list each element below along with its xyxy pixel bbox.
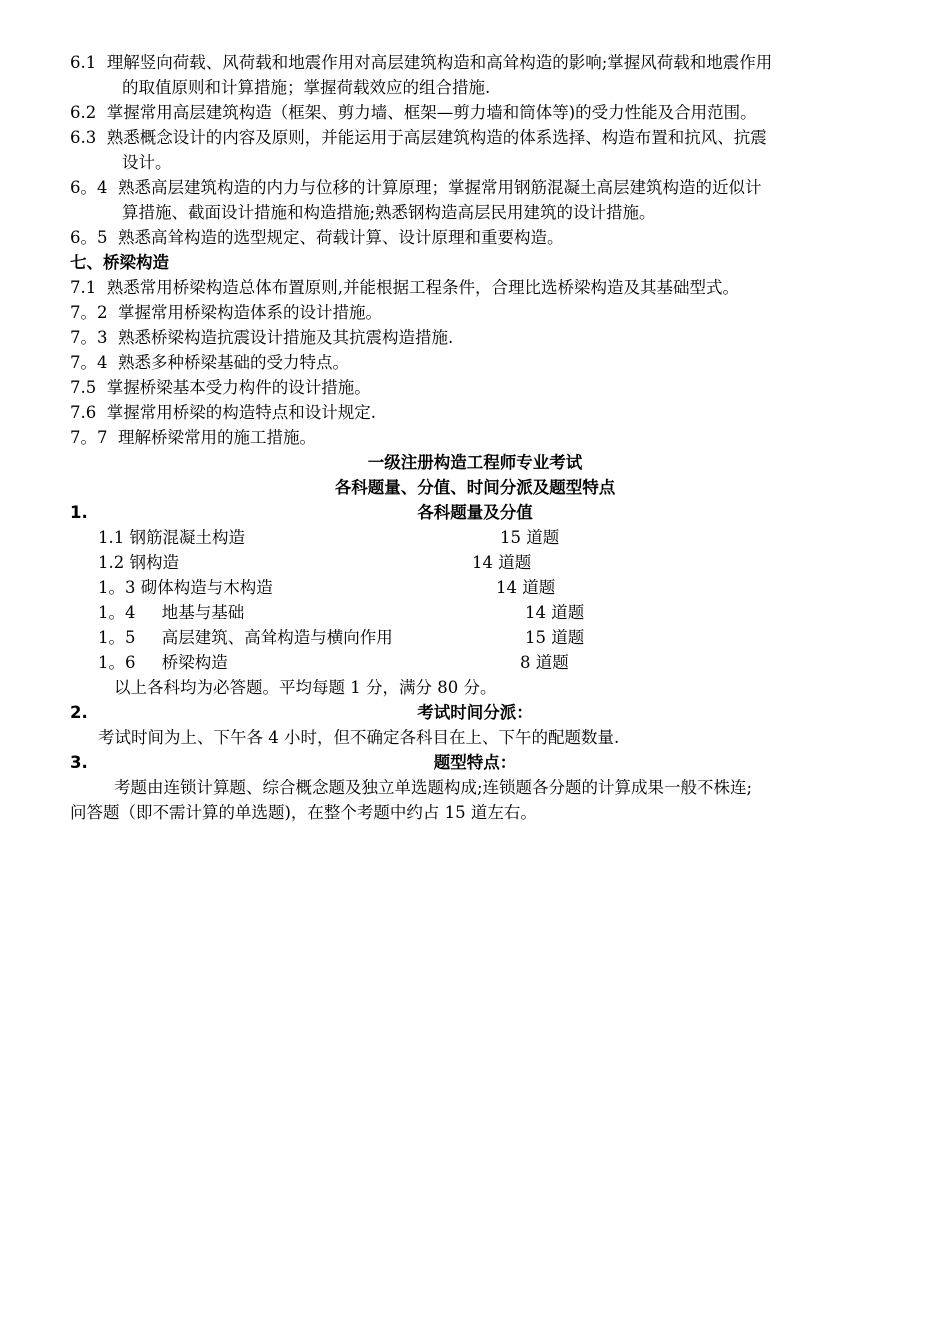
document-page (70, 50, 880, 825)
subject-row (70, 575, 880, 600)
item-number: 7。2 (70, 303, 108, 322)
subsection-3-line2: 问答题（即不需计算的单选题)，在整个考题中约占 15 道左右。 (70, 803, 537, 822)
item-7-7 (70, 425, 880, 450)
subject-name: 砌体构造与木构造 (140, 578, 273, 597)
item-7-3 (70, 325, 880, 350)
item-number: 6。5 (70, 228, 108, 247)
subsection-title: 题型特点： (433, 753, 517, 772)
subject-code: 1。4 (98, 603, 136, 622)
subject-code: 1.1 (98, 528, 125, 547)
item-text: 理解桥梁常用的施工措施。 (118, 428, 316, 447)
item-number: 7。7 (70, 428, 108, 447)
item-7-6 (70, 400, 880, 425)
subsection-title: 考试时间分派： (417, 703, 533, 722)
subject-count: 15 道题 (500, 528, 560, 547)
subsection-number: 3. (70, 753, 88, 772)
item-text: 熟悉高耸构造的选型规定、荷载计算、设计原理和重要构造。 (118, 228, 564, 247)
subject-code: 1。3 (98, 578, 136, 597)
item-number: 7.6 (70, 403, 97, 422)
item-text: 熟悉概念设计的内容及原则，并能运用于高层建筑构造的体系选择、构造布置和抗风、抗震 (106, 128, 767, 147)
subject-code: 1.2 (98, 553, 125, 572)
item-text: 熟悉多种桥梁基础的受力特点。 (118, 353, 349, 372)
item-6-4 (70, 175, 880, 225)
subsection-2-heading (70, 700, 880, 725)
section-heading: 七、桥梁构造 (70, 253, 169, 272)
exam-section (70, 450, 880, 825)
item-text: 熟悉桥梁构造抗震设计措施及其抗震构造措施. (118, 328, 454, 347)
subsection-1-note: 以上各科均为必答题。平均每题 1 分，满分 80 分。 (114, 678, 497, 697)
item-text-cont: 算措施、截面设计措施和构造措施;熟悉钢构造高层民用建筑的设计措施。 (122, 203, 656, 222)
item-text-cont: 的取值原则和计算措施；掌握荷载效应的组合措施. (122, 78, 491, 97)
item-text: 理解竖向荷载、风荷载和地震作用对高层建筑构造和高耸构造的影响;掌握风荷载和地震作用 (106, 53, 773, 72)
subject-name: 高层建筑、高耸构造与横向作用 (161, 628, 393, 647)
item-number: 6.2 (70, 103, 97, 122)
item-number: 7。4 (70, 353, 108, 372)
item-number: 7.1 (70, 278, 97, 297)
subject-table (70, 525, 880, 675)
item-7-1 (70, 275, 880, 300)
item-number: 6。4 (70, 178, 108, 197)
item-text: 掌握常用桥梁构造体系的设计措施。 (118, 303, 382, 322)
subsection-number: 1. (70, 503, 88, 522)
item-6-3 (70, 125, 880, 175)
subject-code: 1。5 (98, 628, 136, 647)
subject-row (70, 625, 880, 650)
item-text: 熟悉常用桥梁构造总体布置原则,并能根据工程条件，合理比选桥梁构造及其基础型式。 (106, 278, 739, 297)
item-text-cont: 设计。 (122, 153, 172, 172)
subject-count: 15 道题 (525, 628, 585, 647)
item-text: 掌握常用高层建筑构造（框架、剪力墙、框架—剪力墙和筒体等)的受力性能及合用范围。 (106, 103, 757, 122)
subject-count: 8 道题 (520, 653, 569, 672)
item-7-5 (70, 375, 880, 400)
subject-row (70, 525, 880, 550)
subject-count: 14 道题 (525, 603, 585, 622)
subsection-1-heading (70, 500, 880, 525)
item-text: 掌握常用桥梁的构造特点和设计规定. (106, 403, 376, 422)
subject-row (70, 550, 880, 575)
item-number: 7.5 (70, 378, 97, 397)
subject-count: 14 道题 (496, 578, 556, 597)
subject-row (70, 650, 880, 675)
subsection-2-text: 考试时间为上、下午各 4 小时，但不确定各科目在上、下午的配题数量. (98, 728, 620, 747)
subject-name: 钢构造 (129, 553, 179, 572)
exam-title: 一级注册构造工程师专业考试 (367, 453, 583, 472)
subsection-number: 2. (70, 703, 88, 722)
subsection-3-heading (70, 750, 880, 775)
item-6-2 (70, 100, 880, 125)
item-7-2 (70, 300, 880, 325)
item-number: 6.1 (70, 53, 97, 72)
subsection-3-line1: 考题由连锁计算题、综合概念题及独立单选题构成;连锁题各分题的计算成果一般不株连; (114, 778, 753, 797)
subject-count: 14 道题 (472, 553, 532, 572)
item-6-5 (70, 225, 880, 250)
subject-name: 地基与基础 (161, 603, 245, 622)
item-7-4 (70, 350, 880, 375)
subsection-title: 各科题量及分值 (417, 503, 533, 522)
item-number: 7。3 (70, 328, 108, 347)
subject-code: 1。6 (98, 653, 136, 672)
section-7 (70, 250, 880, 450)
item-6-1 (70, 50, 880, 100)
subject-row (70, 600, 880, 625)
item-text: 熟悉高层建筑构造的内力与位移的计算原理；掌握常用钢筋混凝土高层建筑构造的近似计 (118, 178, 762, 197)
section-6 (70, 50, 880, 250)
subject-name: 桥梁构造 (161, 653, 228, 672)
item-text: 掌握桥梁基本受力构件的设计措施。 (106, 378, 371, 397)
item-number: 6.3 (70, 128, 97, 147)
exam-subtitle: 各科题量、分值、时间分派及题型特点 (334, 478, 616, 497)
subject-name: 钢筋混凝土构造 (129, 528, 245, 547)
